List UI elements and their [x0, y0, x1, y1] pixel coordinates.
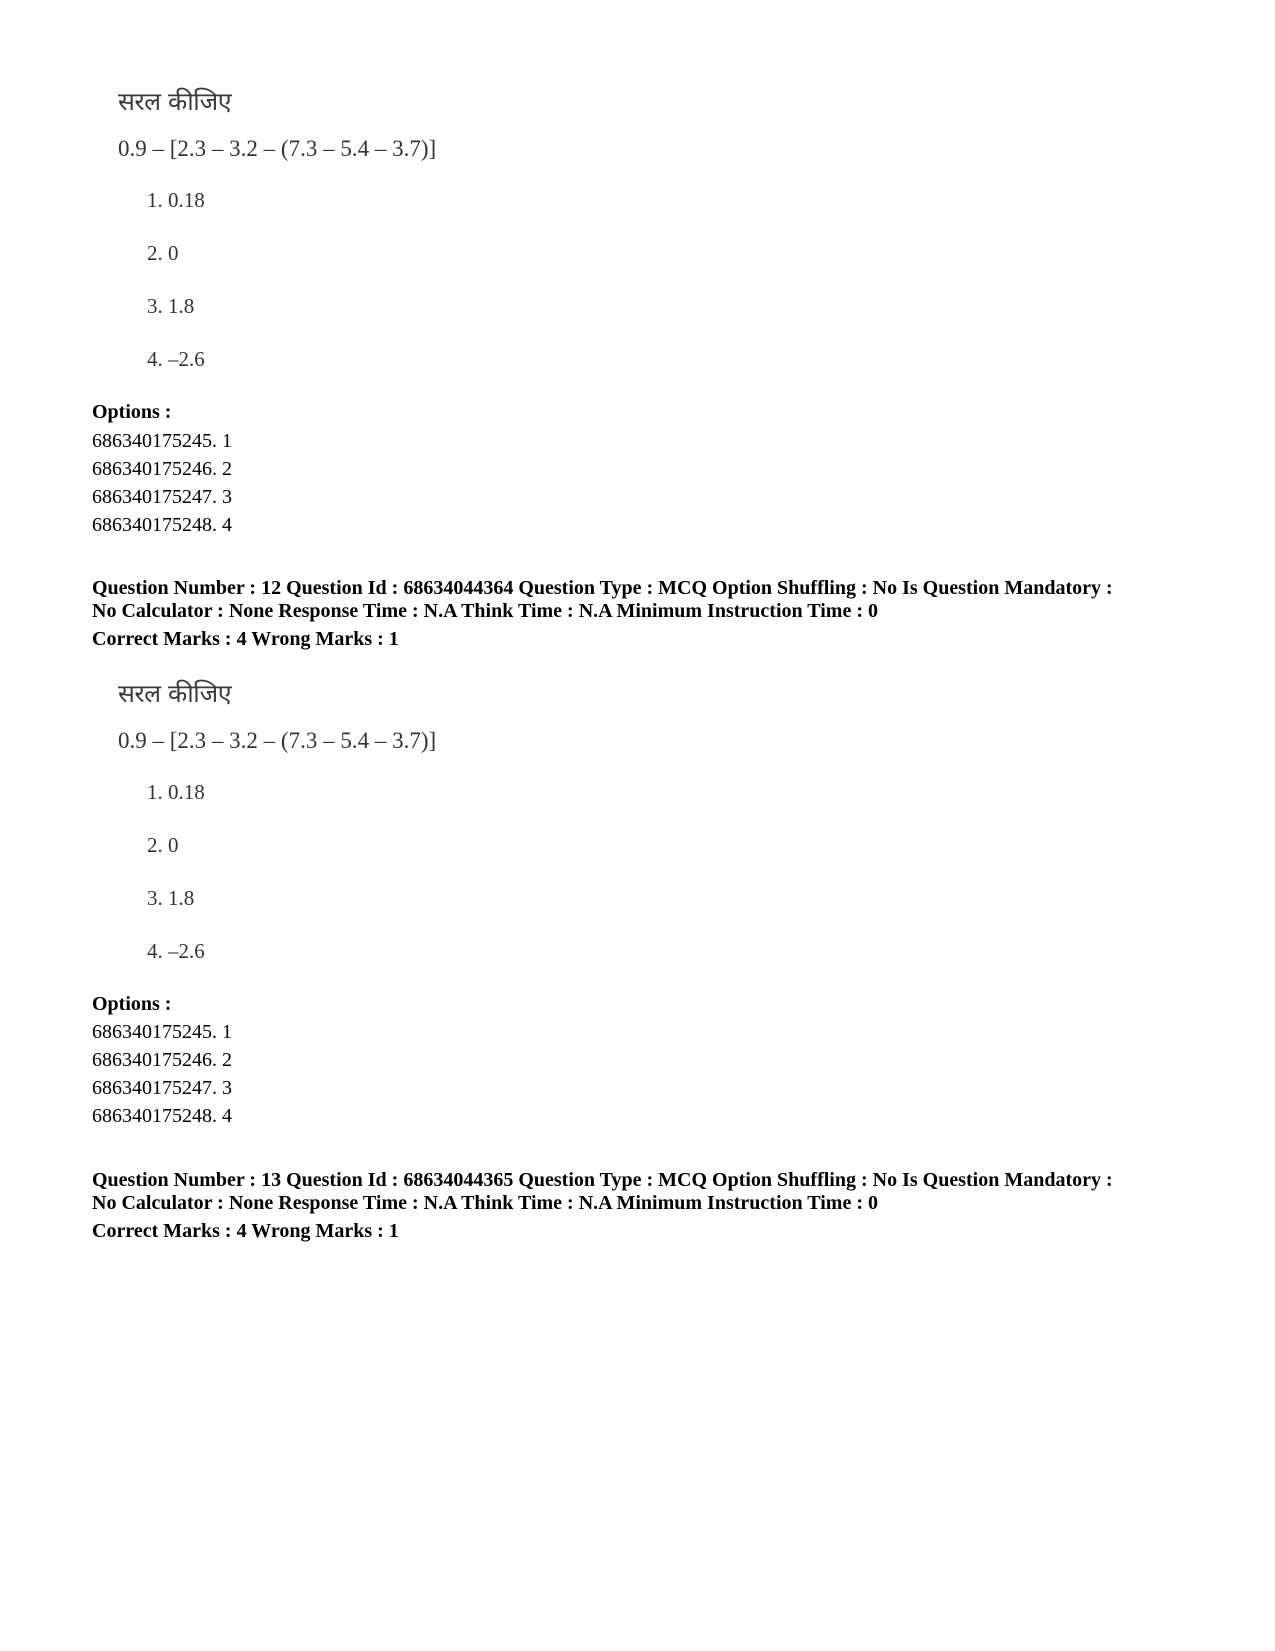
question-choice-2: 2. 0 [147, 241, 179, 265]
option-row: 686340175245. 1 [92, 1021, 232, 1043]
option-row: 686340175245. 1 [92, 430, 232, 452]
option-row: 686340175248. 4 [92, 1105, 232, 1127]
option-row: 686340175247. 3 [92, 1077, 232, 1099]
question-meta-line-1: Question Number : 12 Question Id : 68634044364 Question Type : MCQ Option Shuffling : No Is Question Mandatory : [92, 577, 1113, 599]
question-meta-line-1: Question Number : 13 Question Id : 68634044365 Question Type : MCQ Option Shuffling : No Is Question Mandatory : [92, 1169, 1113, 1191]
question-choice-1: 1. 0.18 [147, 780, 205, 804]
question-meta-line-2: No Calculator : None Response Time : N.A Think Time : N.A Minimum Instruction Time : 0 [92, 600, 878, 622]
question-choice-3: 3. 1.8 [147, 886, 195, 910]
question-choice-4: 4. –2.6 [147, 939, 205, 963]
question-choice-4: 4. –2.6 [147, 347, 205, 371]
question-marks: Correct Marks : 4 Wrong Marks : 1 [92, 628, 399, 650]
question-meta-line-2: No Calculator : None Response Time : N.A Think Time : N.A Minimum Instruction Time : 0 [92, 1192, 878, 1214]
question-marks: Correct Marks : 4 Wrong Marks : 1 [92, 1220, 399, 1242]
question-instruction: सरल कीजिए [118, 679, 232, 708]
question-instruction: सरल कीजिए [118, 87, 232, 116]
options-label: Options : [92, 401, 172, 423]
question-expression: 0.9 – [2.3 – 3.2 – (7.3 – 5.4 – 3.7)] [118, 136, 437, 161]
option-row: 686340175246. 2 [92, 458, 232, 480]
option-row: 686340175248. 4 [92, 514, 232, 536]
option-row: 686340175246. 2 [92, 1049, 232, 1071]
question-choice-3: 3. 1.8 [147, 294, 195, 318]
options-label: Options : [92, 993, 172, 1015]
question-expression: 0.9 – [2.3 – 3.2 – (7.3 – 5.4 – 3.7)] [118, 728, 437, 753]
question-choice-2: 2. 0 [147, 833, 179, 857]
question-choice-1: 1. 0.18 [147, 188, 205, 212]
option-row: 686340175247. 3 [92, 486, 232, 508]
